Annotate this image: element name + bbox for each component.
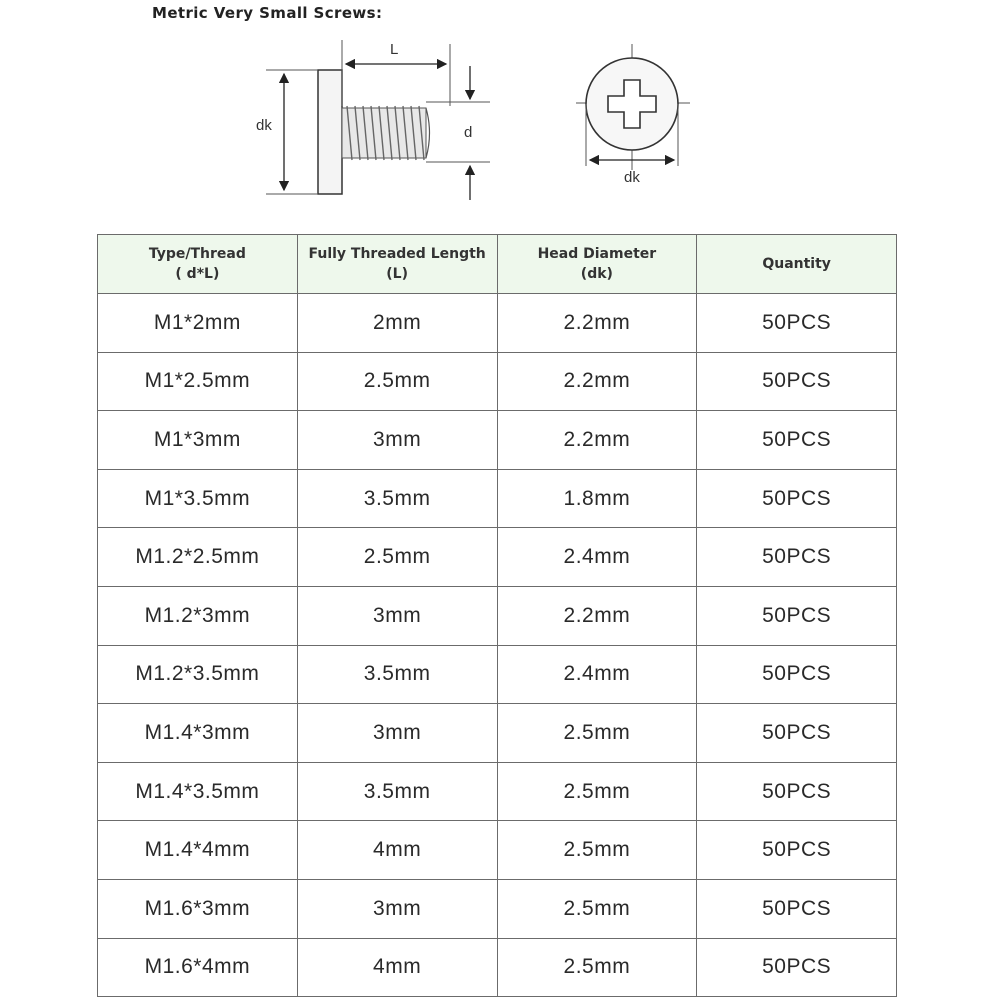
cell-length: 2.5mm bbox=[297, 528, 497, 587]
table-row bbox=[98, 704, 897, 763]
cell-length: 3mm bbox=[297, 704, 497, 763]
table-row bbox=[98, 528, 897, 587]
cell-type: M1*3.5mm bbox=[98, 469, 298, 528]
table-row bbox=[98, 411, 897, 470]
cell-type: M1*3mm bbox=[98, 411, 298, 470]
cell-head-diameter: 2.4mm bbox=[497, 645, 697, 704]
table-row bbox=[98, 762, 897, 821]
head-label: dk bbox=[256, 117, 272, 134]
header-quantity bbox=[697, 235, 897, 294]
header-threaded-length-line1: Fully Threaded Length bbox=[308, 246, 486, 262]
cell-quantity: 50PCS bbox=[697, 411, 897, 470]
cell-head-diameter: 2.5mm bbox=[497, 879, 697, 938]
cell-quantity: 50PCS bbox=[697, 762, 897, 821]
cell-length: 3.5mm bbox=[297, 469, 497, 528]
table-row bbox=[98, 586, 897, 645]
cell-type: M1.4*3mm bbox=[98, 704, 298, 763]
cell-head-diameter: 2.2mm bbox=[497, 294, 697, 353]
cell-length: 3mm bbox=[297, 411, 497, 470]
header-threaded-length bbox=[297, 235, 497, 294]
table-row bbox=[98, 879, 897, 938]
thread-label: d bbox=[464, 124, 473, 141]
cell-quantity: 50PCS bbox=[697, 821, 897, 880]
header-head-diameter-line1: Head Diameter bbox=[537, 246, 657, 262]
screw-head-shape bbox=[318, 70, 342, 194]
cell-type: M1.2*3.5mm bbox=[98, 645, 298, 704]
table-header-row bbox=[98, 235, 897, 294]
cell-type: M1.2*3mm bbox=[98, 586, 298, 645]
cell-type: M1.6*3mm bbox=[98, 879, 298, 938]
cell-head-diameter: 2.2mm bbox=[497, 586, 697, 645]
screw-diagram bbox=[0, 0, 1000, 230]
screw-front-view bbox=[576, 44, 690, 186]
cell-type: M1.6*4mm bbox=[98, 938, 298, 997]
cell-quantity: 50PCS bbox=[697, 528, 897, 587]
front-head-label: dk bbox=[624, 169, 640, 186]
cell-quantity: 50PCS bbox=[697, 469, 897, 528]
header-type-thread-line2: ( d*L) bbox=[175, 266, 220, 282]
cell-quantity: 50PCS bbox=[697, 938, 897, 997]
table-row bbox=[98, 352, 897, 411]
cell-length: 2mm bbox=[297, 294, 497, 353]
table-row bbox=[98, 645, 897, 704]
header-threaded-length-line2: (L) bbox=[386, 266, 408, 282]
cell-quantity: 50PCS bbox=[697, 294, 897, 353]
cell-length: 3.5mm bbox=[297, 645, 497, 704]
table-row bbox=[98, 938, 897, 997]
table-row bbox=[98, 469, 897, 528]
cell-length: 3mm bbox=[297, 879, 497, 938]
cell-quantity: 50PCS bbox=[697, 704, 897, 763]
table-row bbox=[98, 821, 897, 880]
header-head-diameter bbox=[497, 235, 697, 294]
cell-head-diameter: 2.4mm bbox=[497, 528, 697, 587]
cell-head-diameter: 2.2mm bbox=[497, 411, 697, 470]
header-head-diameter-line2: (dk) bbox=[580, 266, 613, 282]
cell-type: M1.2*2.5mm bbox=[98, 528, 298, 587]
spec-table bbox=[97, 234, 897, 997]
cell-type: M1.4*4mm bbox=[98, 821, 298, 880]
cell-length: 3.5mm bbox=[297, 762, 497, 821]
cell-head-diameter: 2.5mm bbox=[497, 821, 697, 880]
cell-length: 4mm bbox=[297, 938, 497, 997]
cell-type: M1.4*3.5mm bbox=[98, 762, 298, 821]
cell-quantity: 50PCS bbox=[697, 879, 897, 938]
header-quantity-line1: Quantity bbox=[762, 256, 831, 272]
cell-type: M1*2.5mm bbox=[98, 352, 298, 411]
header-type-thread bbox=[98, 235, 298, 294]
cell-quantity: 50PCS bbox=[697, 586, 897, 645]
screw-side-view bbox=[318, 70, 430, 194]
cell-length: 4mm bbox=[297, 821, 497, 880]
header-type-thread-line1: Type/Thread bbox=[148, 246, 246, 262]
cell-quantity: 50PCS bbox=[697, 645, 897, 704]
cell-head-diameter: 1.8mm bbox=[497, 469, 697, 528]
length-label: L bbox=[390, 41, 399, 58]
cell-length: 2.5mm bbox=[297, 352, 497, 411]
cell-head-diameter: 2.5mm bbox=[497, 704, 697, 763]
cell-head-diameter: 2.2mm bbox=[497, 352, 697, 411]
table-row bbox=[98, 294, 897, 353]
cell-quantity: 50PCS bbox=[697, 352, 897, 411]
page-title: Metric Very Small Screws: bbox=[152, 4, 383, 22]
cell-head-diameter: 2.5mm bbox=[497, 938, 697, 997]
cell-head-diameter: 2.5mm bbox=[497, 762, 697, 821]
cell-length: 3mm bbox=[297, 586, 497, 645]
cell-type: M1*2mm bbox=[98, 294, 298, 353]
